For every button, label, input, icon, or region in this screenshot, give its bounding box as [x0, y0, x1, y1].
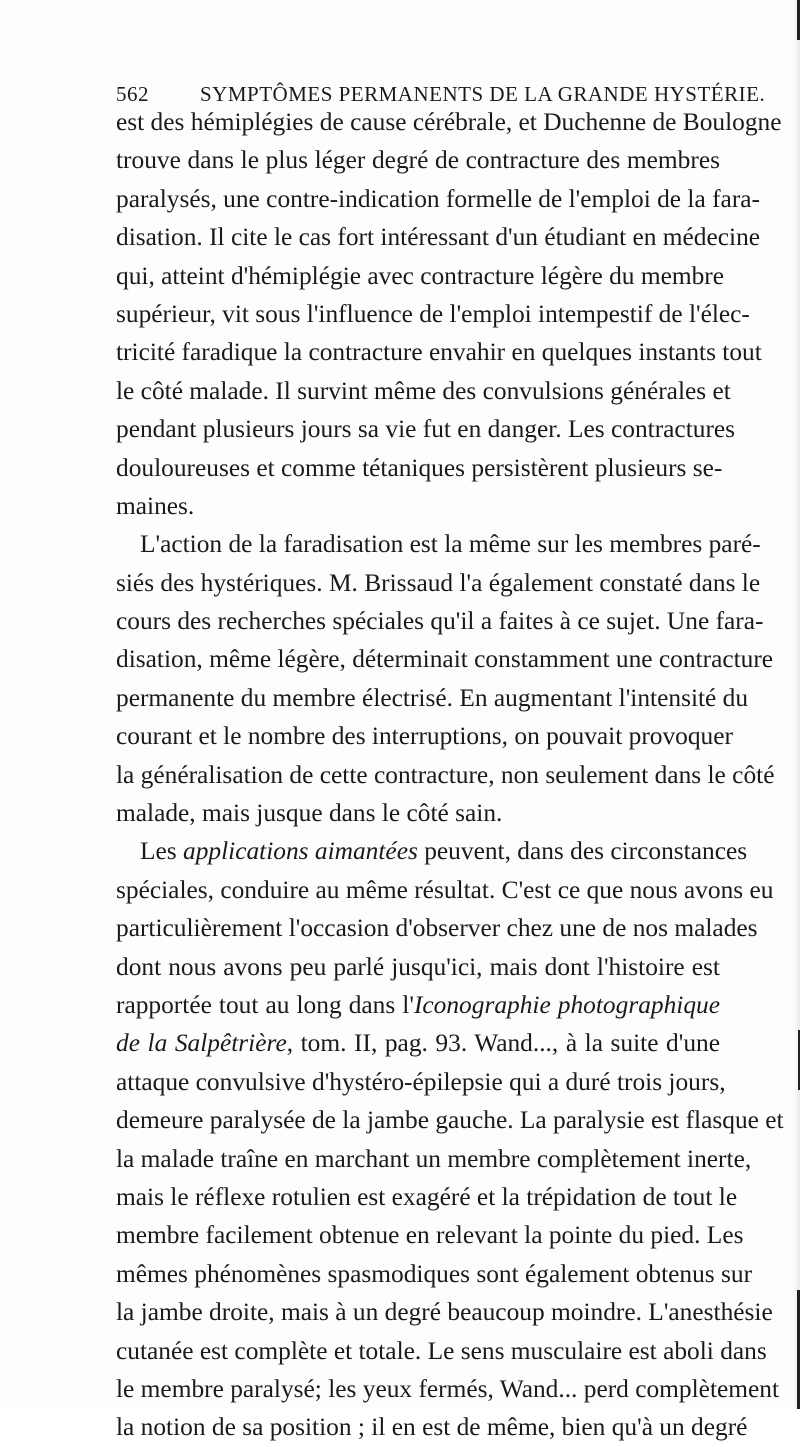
text-line: attaque convulsive d'hystéro-épilepsie qui a duré trois jours,: [116, 1067, 726, 1096]
paragraph: [116, 832, 784, 1446]
text-run: peuvent, dans des circonstances: [417, 837, 748, 866]
text-line: qui, atteint d'hémiplégie avec contracture légère du membre: [116, 261, 725, 290]
text-line: le membre paralysé; les yeux fermés, Wand... perd complètement: [116, 1374, 780, 1403]
text-line: cours des recherches spéciales qu'il a faites à ce sujet. Une fara-: [116, 607, 764, 636]
text-line: permanente du membre électrisé. En augmentant l'intensité du: [116, 683, 749, 712]
text-line: L'action de la faradisation est la même sur les membres paré-: [140, 530, 761, 559]
text-line: la malade traîne en marchant un membre complètement inerte,: [116, 1144, 752, 1173]
text-line: malade, mais jusque dans le côté sain.: [116, 799, 503, 828]
text-line: disation. Il cite le cas fort intéressant d'un étudiant en médecine: [116, 223, 761, 252]
italic-title: de la Salpêtrière: [116, 1029, 287, 1058]
text-line: demeure paralysée de la jambe gauche. La paralysie est flasque et: [116, 1106, 784, 1135]
text-line: douloureuses et comme tétaniques persistèrent plusieurs se-: [116, 453, 723, 482]
text-line: courant et le nombre des interruptions, on pouvait provoquer: [116, 722, 733, 751]
text-line: la notion de sa position ; il en est de même, bien qu'à un degré: [116, 1413, 748, 1442]
text-line: la généralisation de cette contracture, non seulement dans le côté: [116, 760, 775, 789]
text-line: le côté malade. Il survint même des convulsions générales et: [116, 376, 731, 405]
text-line: siés des hystériques. M. Brissaud l'a également constaté dans le: [116, 568, 761, 597]
page-edge-shadow: [794, 0, 800, 1409]
page-number: 562: [116, 82, 149, 106]
text-line: trouve dans le plus léger degré de contracture des membres: [116, 146, 720, 175]
text-line: [116, 986, 720, 1024]
paragraph: [116, 525, 775, 832]
text-line: [116, 832, 748, 870]
text-line: est des hémiplégies de cause cérébrale, et Duchenne de Boulogne: [116, 108, 782, 136]
text-line: dont nous avons peu parlé jusqu'ici, mais dont l'histoire est: [116, 952, 720, 981]
italic-title: Iconographie photographique: [413, 990, 721, 1019]
text-line: particulièrement l'occasion d'observer chez une de nos malades: [116, 914, 758, 943]
text-line: la jambe droite, mais à un degré beaucoup moindre. L'anesthésie: [116, 1298, 773, 1327]
text-line: pendant plusieurs jours sa vie fut en danger. Les contractures: [116, 415, 736, 444]
text-run: rapportée tout au long dans l': [116, 990, 414, 1019]
paragraph: [116, 103, 782, 525]
running-title: SYMPTÔMES PERMANENTS DE LA GRANDE HYSTÉRIE.: [200, 82, 766, 106]
body-text: [116, 103, 784, 1447]
text-line: tricité faradique la contracture envahir en quelques instants tout: [116, 338, 762, 367]
text-line: mais le réflexe rotulien est exagéré et la trépidation de tout le: [116, 1182, 738, 1211]
text-line: membre facilement obtenue en relevant la pointe du pied. Les: [116, 1221, 744, 1250]
text-run: , tom. II, pag. 93. Wand..., à la suite d'une: [286, 1029, 720, 1058]
text-line: maines.: [116, 491, 195, 520]
text-run: Les: [140, 837, 184, 866]
italic-title: applications aimantées: [183, 837, 418, 866]
text-line: supérieur, vit sous l'influence de l'emploi intempestif de l'élec-: [116, 299, 750, 328]
text-line: mêmes phénomènes spasmodiques sont également obtenus sur: [116, 1259, 753, 1288]
text-line: spéciales, conduire au même résultat. C'est ce que nous avons eu: [116, 875, 774, 904]
text-line: [116, 1024, 720, 1062]
text-line: disation, même légère, déterminait constamment une contracture: [116, 645, 774, 674]
text-line: paralysés, une contre-indication formelle de l'emploi de la fara-: [116, 184, 761, 213]
text-line: cutanée est complète et totale. Le sens musculaire est aboli dans: [116, 1336, 767, 1365]
